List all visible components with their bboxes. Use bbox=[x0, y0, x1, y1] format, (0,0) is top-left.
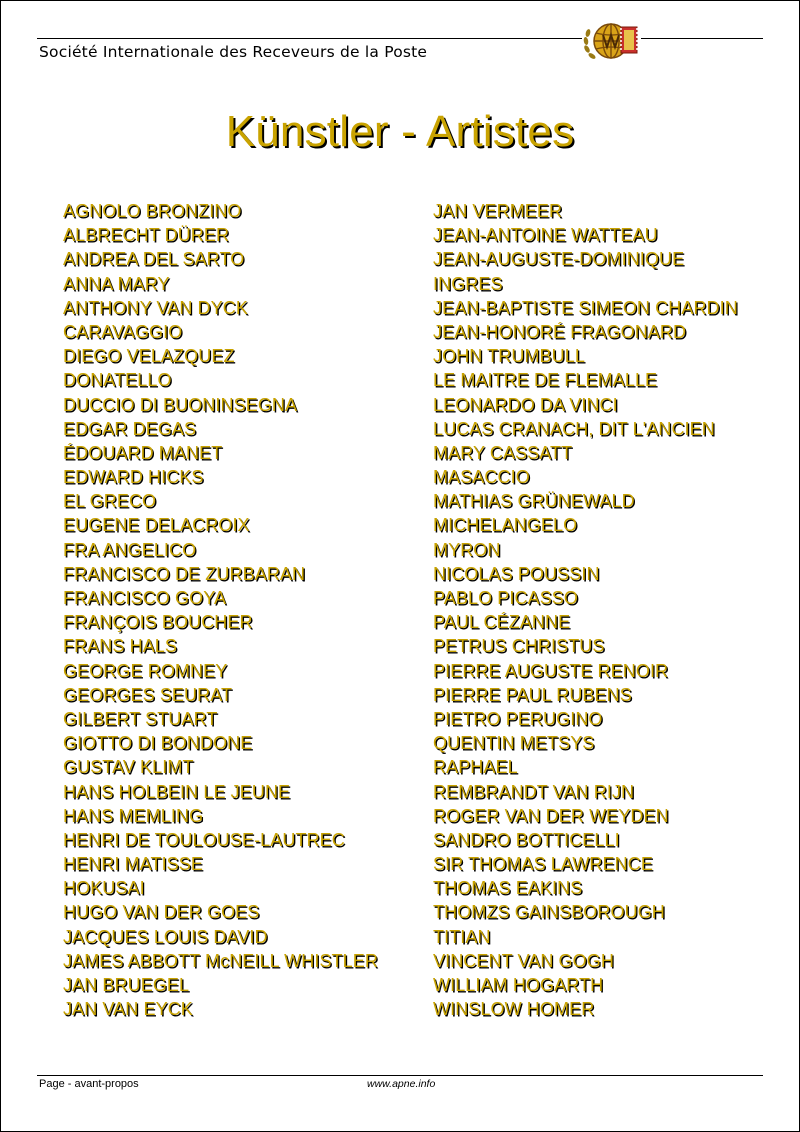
artist-name: HENRI MATISSE bbox=[63, 854, 203, 875]
artist-name: PAUL CÉZANNE bbox=[433, 612, 571, 633]
artist-name: GEORGES SEURAT bbox=[63, 684, 233, 705]
artist-name: FRANS HALS bbox=[63, 636, 178, 657]
artist-name: EDGAR DEGAS bbox=[63, 418, 197, 439]
artist-name: GILBERT STUART bbox=[63, 708, 218, 729]
artist-name: HANS HOLBEIN LE JEUNE bbox=[63, 781, 291, 802]
artist-name: JAN BRUEGEL bbox=[63, 975, 190, 995]
artist-name: REMBRANDT VAN RIJN bbox=[433, 781, 635, 802]
artist-name: LE MAITRE DE FLEMALLE bbox=[433, 370, 658, 391]
artist-name: QUENTIN METSYS bbox=[433, 733, 595, 754]
artist-name: JAN VAN EYCK bbox=[63, 999, 193, 1020]
artist-name: JEAN-ANTOINE WATTEAU bbox=[433, 225, 658, 246]
artist-name: LUCAS CRANACH, DIT L'ANCIEN bbox=[433, 418, 715, 439]
artist-name: HOKUSAI bbox=[63, 878, 145, 899]
artist-list-left bbox=[63, 199, 378, 1021]
artist-name: PIERRE AUGUSTE RENOIR bbox=[433, 660, 669, 681]
artist-name: CARAVAGGIO bbox=[63, 321, 183, 342]
artist-name: JEAN-HONORÉ FRAGONARD bbox=[433, 321, 687, 342]
artist-name: MASACCIO bbox=[433, 467, 530, 488]
artist-name: ANNA MARY bbox=[63, 273, 170, 294]
artist-name: ANDREA DEL SARTO bbox=[63, 249, 245, 270]
artist-name: THOMZS GAINSBOROUGH bbox=[433, 902, 665, 923]
artist-name: HANS MEMLING bbox=[63, 805, 204, 826]
artist-name: MATHIAS GRÜNEWALD bbox=[433, 491, 635, 512]
artist-name: JEAN-AUGUSTE-DOMINIQUE bbox=[433, 249, 685, 270]
artist-name: SANDRO BOTTICELLI bbox=[433, 829, 620, 850]
artist-name: GEORGE ROMNEY bbox=[63, 660, 228, 681]
artist-name: HUGO VAN DER GOES bbox=[63, 902, 260, 923]
artist-name: EDWARD HICKS bbox=[63, 467, 204, 488]
artist-name: PETRUS CHRISTUS bbox=[433, 636, 605, 657]
artist-name: GIOTTO DI BONDONE bbox=[63, 733, 253, 754]
artist-name: JOHN TRUMBULL bbox=[433, 346, 585, 367]
footer-rule bbox=[37, 1075, 763, 1076]
artist-name: MARY CASSATT bbox=[433, 442, 573, 463]
page-header bbox=[1, 1, 799, 71]
artist-name: EL GRECO bbox=[63, 491, 157, 512]
artist-name: VINCENT VAN GOGH bbox=[433, 950, 614, 971]
artist-name: ANTHONY VAN DYCK bbox=[63, 297, 248, 318]
artist-name: FRA ANGELICO bbox=[63, 539, 197, 560]
artist-name: ÉDOUARD MANET bbox=[63, 442, 223, 463]
artist-name: JEAN-BAPTISTE SIMEON CHARDIN bbox=[433, 297, 738, 318]
artist-name: FRANCISCO DE ZURBARAN bbox=[63, 563, 306, 584]
artist-name: DIEGO VELAZQUEZ bbox=[63, 346, 235, 367]
artist-name: JAMES ABBOTT McNEILL WHISTLER bbox=[63, 950, 378, 971]
artist-name: JAN VERMEER bbox=[433, 201, 563, 221]
artist-name: WINSLOW HOMER bbox=[433, 999, 595, 1020]
header-rule-right bbox=[641, 38, 763, 39]
artist-name: DONATELLO bbox=[63, 370, 172, 391]
artist-name: DUCCIO DI BUONINSEGNA bbox=[63, 394, 298, 415]
artist-name: FRANCISCO GOYA bbox=[63, 588, 227, 608]
footer-website: www.apne.info bbox=[367, 1078, 436, 1090]
header-rule-left bbox=[37, 38, 582, 39]
artist-name: HENRI DE TOULOUSE-LAUTREC bbox=[63, 829, 345, 850]
artist-name: WILLIAM HOGARTH bbox=[433, 975, 604, 995]
artist-name: INGRES bbox=[433, 273, 503, 294]
artist-name: ROGER VAN DER WEYDEN bbox=[433, 805, 669, 826]
artist-list-right bbox=[433, 199, 738, 1021]
artist-name: LEONARDO DA VINCI bbox=[433, 394, 618, 415]
artist-name: ALBRECHT DÜRER bbox=[63, 225, 230, 246]
artist-name: GUSTAV KLIMT bbox=[63, 757, 194, 778]
artist-name: PABLO PICASSO bbox=[433, 588, 579, 608]
society-name: Société Internationale des Receveurs de la Poste bbox=[39, 43, 428, 61]
artist-name: MICHELANGELO bbox=[433, 515, 578, 536]
artist-name: TITIAN bbox=[433, 926, 491, 947]
artist-name: AGNOLO BRONZINO bbox=[63, 201, 242, 221]
artist-name: MYRON bbox=[433, 539, 501, 560]
artist-name: JACQUES LOUIS DAVID bbox=[63, 926, 268, 947]
artist-name: RAPHAEL bbox=[433, 757, 518, 778]
footer-page-label: Page - avant-propos bbox=[39, 1078, 139, 1090]
artist-name: PIETRO PERUGINO bbox=[433, 708, 603, 729]
artist-name: NICOLAS POUSSIN bbox=[433, 563, 600, 584]
artist-name: SIR THOMAS LAWRENCE bbox=[433, 854, 653, 875]
artist-name: EUGENE DELACROIX bbox=[63, 515, 250, 536]
artist-name: FRANÇOIS BOUCHER bbox=[63, 612, 253, 633]
apne-globe-logo-icon bbox=[581, 15, 643, 67]
artist-name: THOMAS EAKINS bbox=[433, 878, 583, 899]
page-title: Künstler - Artistes bbox=[225, 107, 575, 156]
artist-name: PIERRE PAUL RUBENS bbox=[433, 684, 632, 705]
